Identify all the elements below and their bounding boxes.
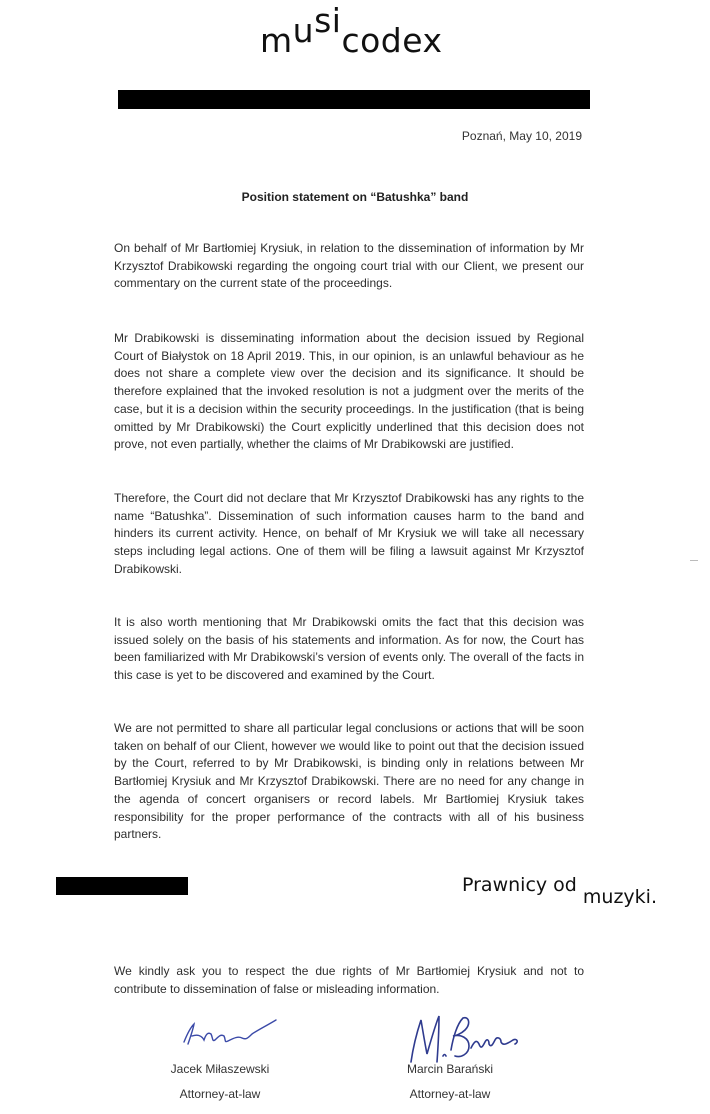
paragraph: Mr Drabikowski is disseminating information about the decision issued by Regional Court of Białystok on 18 April 2019. This, in our opinion, is an unlawful behaviour as he does not share a complete view over the decision and its significance. It should be therefore explained that the invoked resolution is not a judgment over the merits of the case, but it is a decision within the security proceedings. In the justification (that is being omitted by Mr Drabikowski) the Court explicitly underlined that this decision does not prove, not even partially, whether the claims of Mr Drabikowski are justified. [114, 331, 584, 452]
prawnicy-od-muzyki-logo [462, 874, 657, 908]
logo-letter: codex [341, 21, 443, 60]
signatory-role: Attorney-at-law [179, 1087, 261, 1101]
place-date: Poznań, May 10, 2019 [461, 129, 582, 143]
logo-letter: s [314, 1, 332, 40]
paragraph: Therefore, the Court did not declare that Mr Krzysztof Drabikowski has any rights to the name “Batushka”. Dissemination of such information causes harm to the band and hinders its current activity. Hence, on behalf of Mr Krysiuk we will take all necessary steps including legal actions. One of them will be filing a lawsuit against Mr Krzysztof Drabikowski. [114, 491, 584, 576]
scan-edge-mark [690, 560, 698, 561]
signatory-name: Jacek Miłaszewski [170, 1062, 270, 1076]
document-title: Position statement on “Batushka” band [241, 190, 469, 204]
paragraph: We are not permitted to share all particular legal conclusions or actions that will be soon taken on behalf of our Client, however we would like to point out that the decision issued by the Court, referred to by Mr Drabikowski, is binding only in relations between Mr Bartłomiej Krysiuk and Mr Krzysztof Drabikowski. There are no need for any change in the agenda of concert organisers or record labels. Mr Bartłomiej Krysiuk takes responsibility for the proper performance of the contracts with all of his business partners. [114, 721, 584, 842]
logo-letter: u [292, 11, 315, 50]
signature-right [405, 1010, 523, 1068]
musicodex-logo [260, 1, 443, 60]
brand-text: Prawnicy od [462, 874, 577, 896]
paragraph: On behalf of Mr Bartłomiej Krysiuk, in relation to the dissemination of information by Mr Krzysztof Drabikowski regarding the ongoing court trial with our Client, we present our commentary on the current state of the proceedings. [114, 241, 584, 291]
logo-letter: i [331, 1, 342, 40]
closing-paragraph: We kindly ask you to respect the due rights of Mr Bartłomiej Krysiuk and not to contribute to dissemination of false or misleading information. [114, 964, 584, 996]
redaction-bar [56, 877, 188, 895]
brand-text: muzyki. [582, 886, 657, 908]
redaction-bar [118, 90, 590, 109]
signatory-role: Attorney-at-law [409, 1087, 491, 1101]
logo-letter: m [260, 21, 293, 60]
paragraph: It is also worth mentioning that Mr Drabikowski omits the fact that this decision was issued solely on the basis of his statements and information. As for now, the Court has been familiarized with Mr Drabikowski’s version of events only. The overall of the facts in this case is yet to be discovered and examined by the Court. [114, 615, 584, 683]
signatory-name: Marcin Barański [406, 1062, 494, 1076]
signature-left [178, 1016, 282, 1050]
